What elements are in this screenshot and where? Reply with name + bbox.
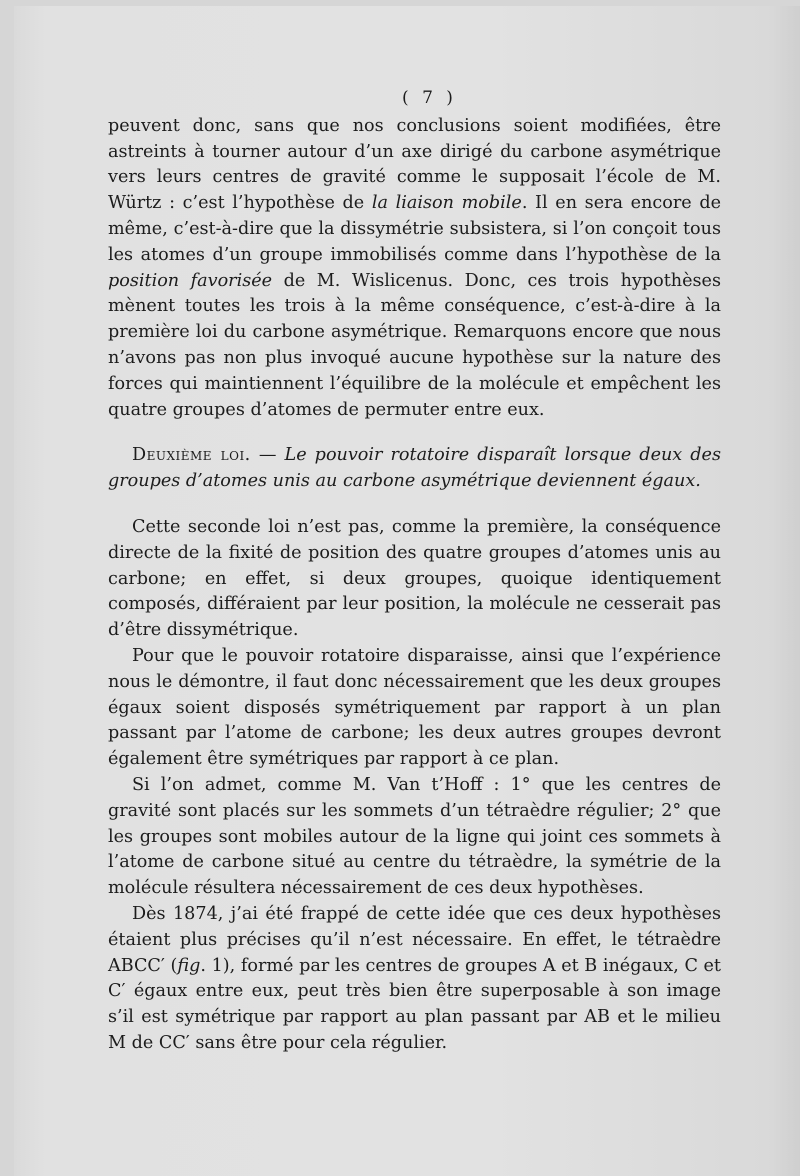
paragraph-5-text-b: . 1), formé par les centres de groupes A et B inégaux, C et C′ égaux entre eux, peut très bien être superposable à son image s’il est symétrique par rapport au plan passant par AB et le milieu M de CC′ sans être pour cela régulier. [108, 955, 721, 1053]
law-dash: — [250, 445, 285, 466]
paragraph-1-text-a: peuvent donc, sans que nos conclusions soient modifiées, être astreints à tourner autour d’un axe dirigé du carbone asymétrique vers leurs centres de gravité comme le supposait l’école de M. Würtz : c’est l’hypothèse de [108, 115, 721, 214]
book-page [14, 6, 800, 1176]
page-content [108, 86, 721, 1057]
paragraph-5-text-a: Dès 1874, j’ai été frappé de cette idée que ces deux hypothèses étaient plus précises qu’il n’est nécessaire. En effet, le tétraèdre ABCC′ ( [108, 903, 721, 976]
paragraph-1-text-c: de M. Wislicenus. Donc, ces trois hypothèses mènent toutes les trois à la même conséquence, c’est-à-dire à la première loi du carbone asymétrique. Remarquons encore que nous n’avons pas non plus invoqué aucune hypothèse sur la nature des forces qui maintiennent l’équilibre de la molécule et empêchent les quatre groupes d’atomes de permuter entre eux. [108, 270, 721, 420]
law-label: Deuxième loi. [132, 445, 251, 466]
paragraph-5 [108, 902, 721, 1057]
paragraph-1-italic-a: la liaison mobile [371, 193, 522, 214]
law-statement [108, 443, 721, 495]
paragraph-3: Pour que le pouvoir rotatoire disparaisse, ainsi que l’expérience nous le démontre, il faut donc nécessairement que les deux groupes égaux soient disposés symétriquement par rapport à un plan passant par l’atome de carbone; les deux autres groupes devront également être symétriques par rapport à ce plan. [108, 645, 721, 770]
paragraph-1-text-b: . Il en sera encore de même, c’est-à-dire que la dissymétrie subsistera, si l’on conçoit tous les atomes d’un groupe immobilisés comme dans l’hypothèse de la [108, 193, 721, 265]
figure-reference: fig [177, 955, 201, 976]
paragraph-1-italic-b: position favorisée [108, 270, 273, 291]
law-text: Le pouvoir rotatoire disparaît lorsque deux des groupes d’atomes unis au carbone asymétrique deviennent égaux. [108, 445, 721, 492]
paragraph-1 [108, 114, 721, 424]
page-number: ( 7 ) [402, 88, 457, 108]
paragraph-4: Si l’on admet, comme M. Van t’Hoff : 1° que les centres de gravité sont placés sur les sommets d’un tétraèdre régulier; 2° que les groupes sont mobiles autour de la ligne qui joint ces sommets à l’atome de carbone situé au centre du tétraèdre, la symétrie de la molécule résultera nécessairement de ces deux hypothèses. [108, 774, 721, 899]
paragraph-2: Cette seconde loi n’est pas, comme la première, la conséquence directe de la fixité de position des quatre groupes d’atomes unis au carbone; en effet, si deux groupes, quoique identiquement composés, différaient par leur position, la molécule ne cesserait pas d’être dissymétrique. [108, 516, 721, 641]
